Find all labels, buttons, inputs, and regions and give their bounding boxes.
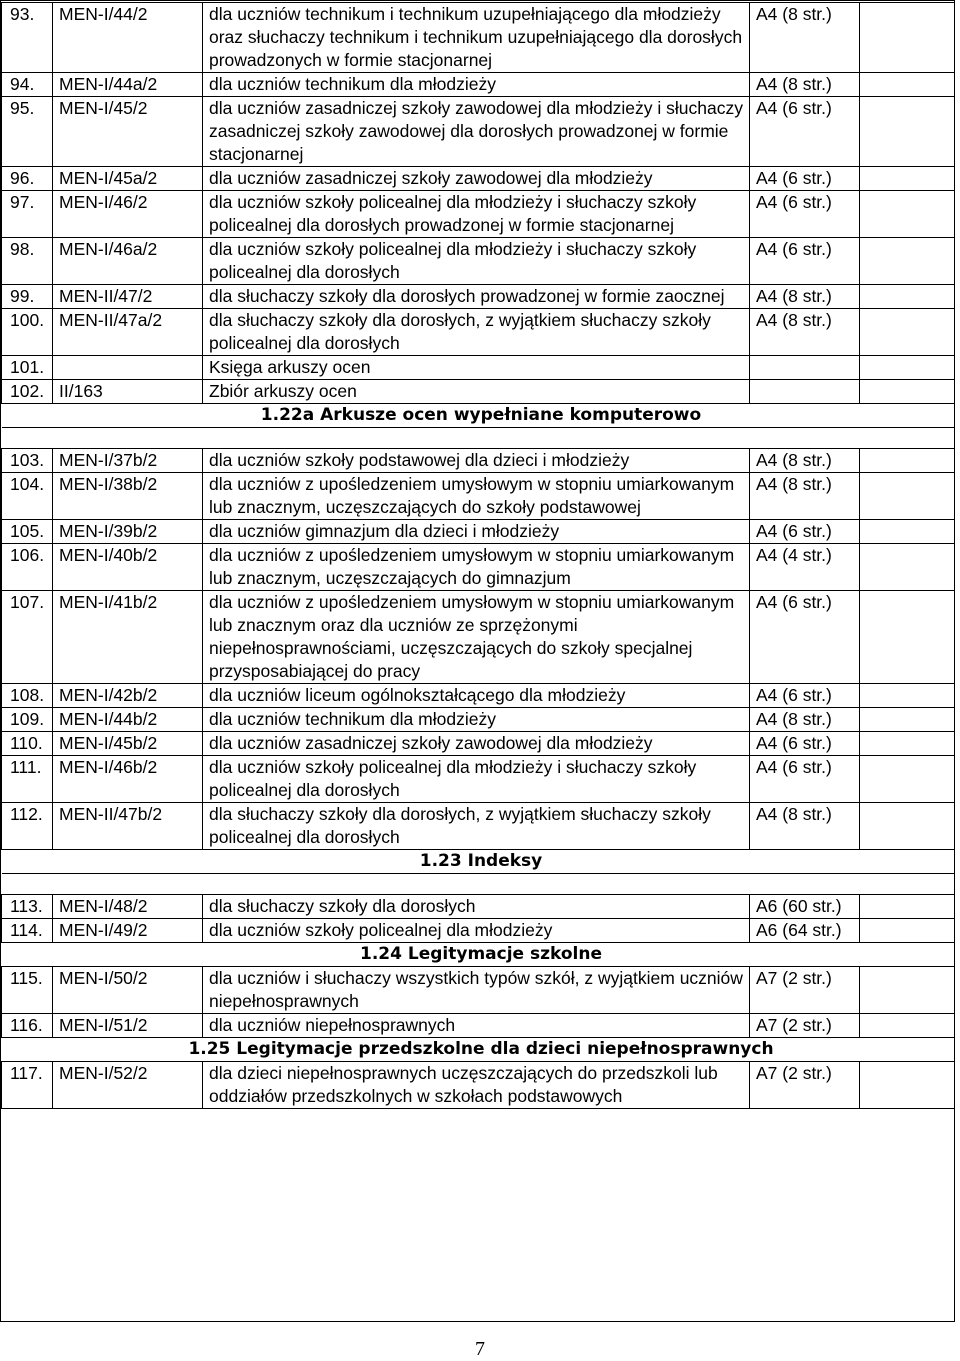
- empty-cell: [860, 967, 955, 1014]
- form-description: dla uczniów szkoły policealnej dla młodzieży i słuchaczy szkoły policealnej dla dorosłych prowadzonej w formie stacjonarnej: [203, 191, 750, 238]
- form-description: dla uczniów technikum dla młodzieży: [203, 73, 750, 97]
- form-description: dla uczniów zasadniczej szkoły zawodowej dla młodzieży: [203, 732, 750, 756]
- form-description: Zbiór arkuszy ocen: [203, 380, 750, 404]
- form-description: dla dzieci niepełnosprawnych uczęszczających do przedszkoli lub oddziałów przedszkolnych w szkołach podstawowych: [203, 1062, 750, 1109]
- form-description: dla uczniów technikum i technikum uzupełniającego dla młodzieży oraz słuchaczy technikum i technikum uzupełniającego dla dorosłych prowadzonych w formie stacjonarnej: [203, 3, 750, 73]
- form-code: MEN-I/42b/2: [53, 684, 203, 708]
- form-code: MEN-I/45b/2: [53, 732, 203, 756]
- section-heading: 1.25 Legitymacje przedszkolne dla dzieci niepełnosprawnych: [2, 1038, 955, 1062]
- form-code: [53, 356, 203, 380]
- form-description: dla uczniów szkoły podstawowej dla dzieci i młodzieży: [203, 449, 750, 473]
- form-code: MEN-I/51/2: [53, 1014, 203, 1038]
- form-description: dla uczniów szkoły policealnej dla młodzieży i słuchaczy szkoły policealnej dla dorosłych: [203, 756, 750, 803]
- section-heading: 1.23 Indeksy: [2, 850, 955, 874]
- table-row: [2, 167, 955, 191]
- section-heading: 1.22a Arkusze ocen wypełniane komputerowo: [2, 404, 955, 428]
- table-row: [2, 97, 955, 167]
- form-description: dla słuchaczy szkoły dla dorosłych, z wyjątkiem słuchaczy szkoły policealnej dla dorosłych: [203, 803, 750, 850]
- table-row: [2, 544, 955, 591]
- form-format: A4 (6 str.): [750, 238, 860, 285]
- form-format: [750, 380, 860, 404]
- form-description: dla uczniów z upośledzeniem umysłowym w stopniu umiarkowanym lub znacznym, uczęszczających do gimnazjum: [203, 544, 750, 591]
- table-row: [2, 895, 955, 919]
- form-code: MEN-I/46/2: [53, 191, 203, 238]
- row-number: 106.: [2, 544, 53, 591]
- form-code: MEN-I/44/2: [53, 3, 203, 73]
- form-format: A4 (8 str.): [750, 449, 860, 473]
- table-row: [2, 684, 955, 708]
- empty-cell: [860, 473, 955, 520]
- spacer-cell: [2, 428, 955, 449]
- empty-cell: [860, 1062, 955, 1109]
- empty-cell: [860, 919, 955, 943]
- empty-cell: [860, 73, 955, 97]
- form-description: dla uczniów szkoły policealnej dla młodzieży i słuchaczy szkoły policealnej dla dorosłych: [203, 238, 750, 285]
- spacer-cell: [2, 874, 955, 895]
- table-row: [2, 309, 955, 356]
- row-number: 105.: [2, 520, 53, 544]
- forms-table-body: [2, 3, 955, 1109]
- form-format: A6 (60 str.): [750, 895, 860, 919]
- form-code: MEN-I/39b/2: [53, 520, 203, 544]
- row-number: 96.: [2, 167, 53, 191]
- form-description: dla uczniów liceum ogólnokształcącego dla młodzieży: [203, 684, 750, 708]
- form-code: MEN-I/48/2: [53, 895, 203, 919]
- spacer-row: [2, 428, 955, 449]
- form-format: A4 (8 str.): [750, 73, 860, 97]
- empty-cell: [860, 708, 955, 732]
- form-format: A4 (6 str.): [750, 732, 860, 756]
- form-code: MEN-I/44a/2: [53, 73, 203, 97]
- form-format: A4 (6 str.): [750, 520, 860, 544]
- table-row: [2, 732, 955, 756]
- page-number: 7: [475, 1338, 485, 1360]
- table-row: [2, 73, 955, 97]
- table-row: [2, 967, 955, 1014]
- form-description: dla uczniów technikum dla młodzieży: [203, 708, 750, 732]
- empty-cell: [860, 309, 955, 356]
- empty-cell: [860, 520, 955, 544]
- form-format: A4 (6 str.): [750, 756, 860, 803]
- row-number: 103.: [2, 449, 53, 473]
- row-number: 101.: [2, 356, 53, 380]
- section-heading-row: [2, 404, 955, 428]
- form-format: A4 (4 str.): [750, 544, 860, 591]
- row-number: 109.: [2, 708, 53, 732]
- empty-cell: [860, 1014, 955, 1038]
- form-description: dla słuchaczy szkoły dla dorosłych: [203, 895, 750, 919]
- table-row: [2, 380, 955, 404]
- form-code: II/163: [53, 380, 203, 404]
- form-description: dla uczniów niepełnosprawnych: [203, 1014, 750, 1038]
- table-row: [2, 1014, 955, 1038]
- table-row: [2, 1062, 955, 1109]
- form-code: MEN-I/50/2: [53, 967, 203, 1014]
- empty-cell: [860, 803, 955, 850]
- row-number: 102.: [2, 380, 53, 404]
- table-row: [2, 3, 955, 73]
- table-row: [2, 473, 955, 520]
- form-format: A6 (64 str.): [750, 919, 860, 943]
- form-format: A4 (8 str.): [750, 285, 860, 309]
- empty-cell: [860, 356, 955, 380]
- section-heading-row: [2, 943, 955, 967]
- row-number: 115.: [2, 967, 53, 1014]
- form-description: dla uczniów zasadniczej szkoły zawodowej dla młodzieży: [203, 167, 750, 191]
- row-number: 93.: [2, 3, 53, 73]
- form-format: A4 (8 str.): [750, 3, 860, 73]
- form-code: MEN-II/47/2: [53, 285, 203, 309]
- row-number: 97.: [2, 191, 53, 238]
- form-format: A4 (8 str.): [750, 708, 860, 732]
- form-code: MEN-I/37b/2: [53, 449, 203, 473]
- section-heading-row: [2, 1038, 955, 1062]
- form-description: dla uczniów zasadniczej szkoły zawodowej dla młodzieży i słuchaczy zasadniczej szkoły zawodowej dla dorosłych prowadzonej w formie stacjonarnej: [203, 97, 750, 167]
- form-code: MEN-I/45/2: [53, 97, 203, 167]
- form-code: MEN-I/40b/2: [53, 544, 203, 591]
- table-row: [2, 356, 955, 380]
- form-format: A4 (6 str.): [750, 191, 860, 238]
- form-description: dla słuchaczy szkoły dla dorosłych prowadzonej w formie zaocznej: [203, 285, 750, 309]
- form-format: A4 (6 str.): [750, 591, 860, 684]
- forms-table: [1, 2, 955, 1109]
- row-number: 94.: [2, 73, 53, 97]
- form-description: dla uczniów gimnazjum dla dzieci i młodzieży: [203, 520, 750, 544]
- empty-cell: [860, 238, 955, 285]
- form-description: dla uczniów z upośledzeniem umysłowym w stopniu umiarkowanym lub znacznym oraz dla uczniów ze sprzężonymi niepełnosprawnościami, uczęszczających do szkoły specjalnej przysposabiającej do pracy: [203, 591, 750, 684]
- table-row: [2, 520, 955, 544]
- table-row: [2, 803, 955, 850]
- row-number: 108.: [2, 684, 53, 708]
- row-number: 114.: [2, 919, 53, 943]
- row-number: 98.: [2, 238, 53, 285]
- row-number: 107.: [2, 591, 53, 684]
- empty-cell: [860, 380, 955, 404]
- empty-cell: [860, 449, 955, 473]
- empty-cell: [860, 591, 955, 684]
- form-code: MEN-I/52/2: [53, 1062, 203, 1109]
- row-number: 117.: [2, 1062, 53, 1109]
- row-number: 99.: [2, 285, 53, 309]
- form-code: MEN-I/44b/2: [53, 708, 203, 732]
- empty-cell: [860, 684, 955, 708]
- form-format: [750, 356, 860, 380]
- table-row: [2, 708, 955, 732]
- empty-cell: [860, 285, 955, 309]
- empty-cell: [860, 167, 955, 191]
- form-code: MEN-I/45a/2: [53, 167, 203, 191]
- row-number: 95.: [2, 97, 53, 167]
- form-format: A7 (2 str.): [750, 1062, 860, 1109]
- section-heading-row: [2, 850, 955, 874]
- row-number: 111.: [2, 756, 53, 803]
- empty-cell: [860, 756, 955, 803]
- form-code: MEN-I/41b/2: [53, 591, 203, 684]
- row-number: 112.: [2, 803, 53, 850]
- form-format: A7 (2 str.): [750, 967, 860, 1014]
- form-format: A4 (8 str.): [750, 309, 860, 356]
- table-row: [2, 285, 955, 309]
- form-code: MEN-II/47b/2: [53, 803, 203, 850]
- table-row: [2, 756, 955, 803]
- empty-cell: [860, 191, 955, 238]
- form-description: dla uczniów i słuchaczy wszystkich typów szkół, z wyjątkiem uczniów niepełnosprawnych: [203, 967, 750, 1014]
- form-format: A4 (6 str.): [750, 684, 860, 708]
- form-code: MEN-I/46b/2: [53, 756, 203, 803]
- table-row: [2, 591, 955, 684]
- row-number: 116.: [2, 1014, 53, 1038]
- section-heading: 1.24 Legitymacje szkolne: [2, 943, 955, 967]
- row-number: 100.: [2, 309, 53, 356]
- form-format: A4 (6 str.): [750, 167, 860, 191]
- table-row: [2, 238, 955, 285]
- table-row: [2, 191, 955, 238]
- table-row: [2, 449, 955, 473]
- form-code: MEN-I/46a/2: [53, 238, 203, 285]
- row-number: 104.: [2, 473, 53, 520]
- row-number: 110.: [2, 732, 53, 756]
- empty-cell: [860, 544, 955, 591]
- empty-cell: [860, 895, 955, 919]
- empty-cell: [860, 97, 955, 167]
- empty-cell: [860, 732, 955, 756]
- form-format: A4 (8 str.): [750, 473, 860, 520]
- form-code: MEN-I/49/2: [53, 919, 203, 943]
- form-description: dla uczniów z upośledzeniem umysłowym w stopniu umiarkowanym lub znacznym, uczęszczających do szkoły podstawowej: [203, 473, 750, 520]
- form-description: Księga arkuszy ocen: [203, 356, 750, 380]
- form-description: dla uczniów szkoły policealnej dla młodzieży: [203, 919, 750, 943]
- form-format: A4 (8 str.): [750, 803, 860, 850]
- form-code: MEN-II/47a/2: [53, 309, 203, 356]
- form-code: MEN-I/38b/2: [53, 473, 203, 520]
- row-number: 113.: [2, 895, 53, 919]
- form-description: dla słuchaczy szkoły dla dorosłych, z wyjątkiem słuchaczy szkoły policealnej dla dorosłych: [203, 309, 750, 356]
- form-format: A4 (6 str.): [750, 97, 860, 167]
- table-row: [2, 919, 955, 943]
- spacer-row: [2, 874, 955, 895]
- form-format: A7 (2 str.): [750, 1014, 860, 1038]
- empty-cell: [860, 3, 955, 73]
